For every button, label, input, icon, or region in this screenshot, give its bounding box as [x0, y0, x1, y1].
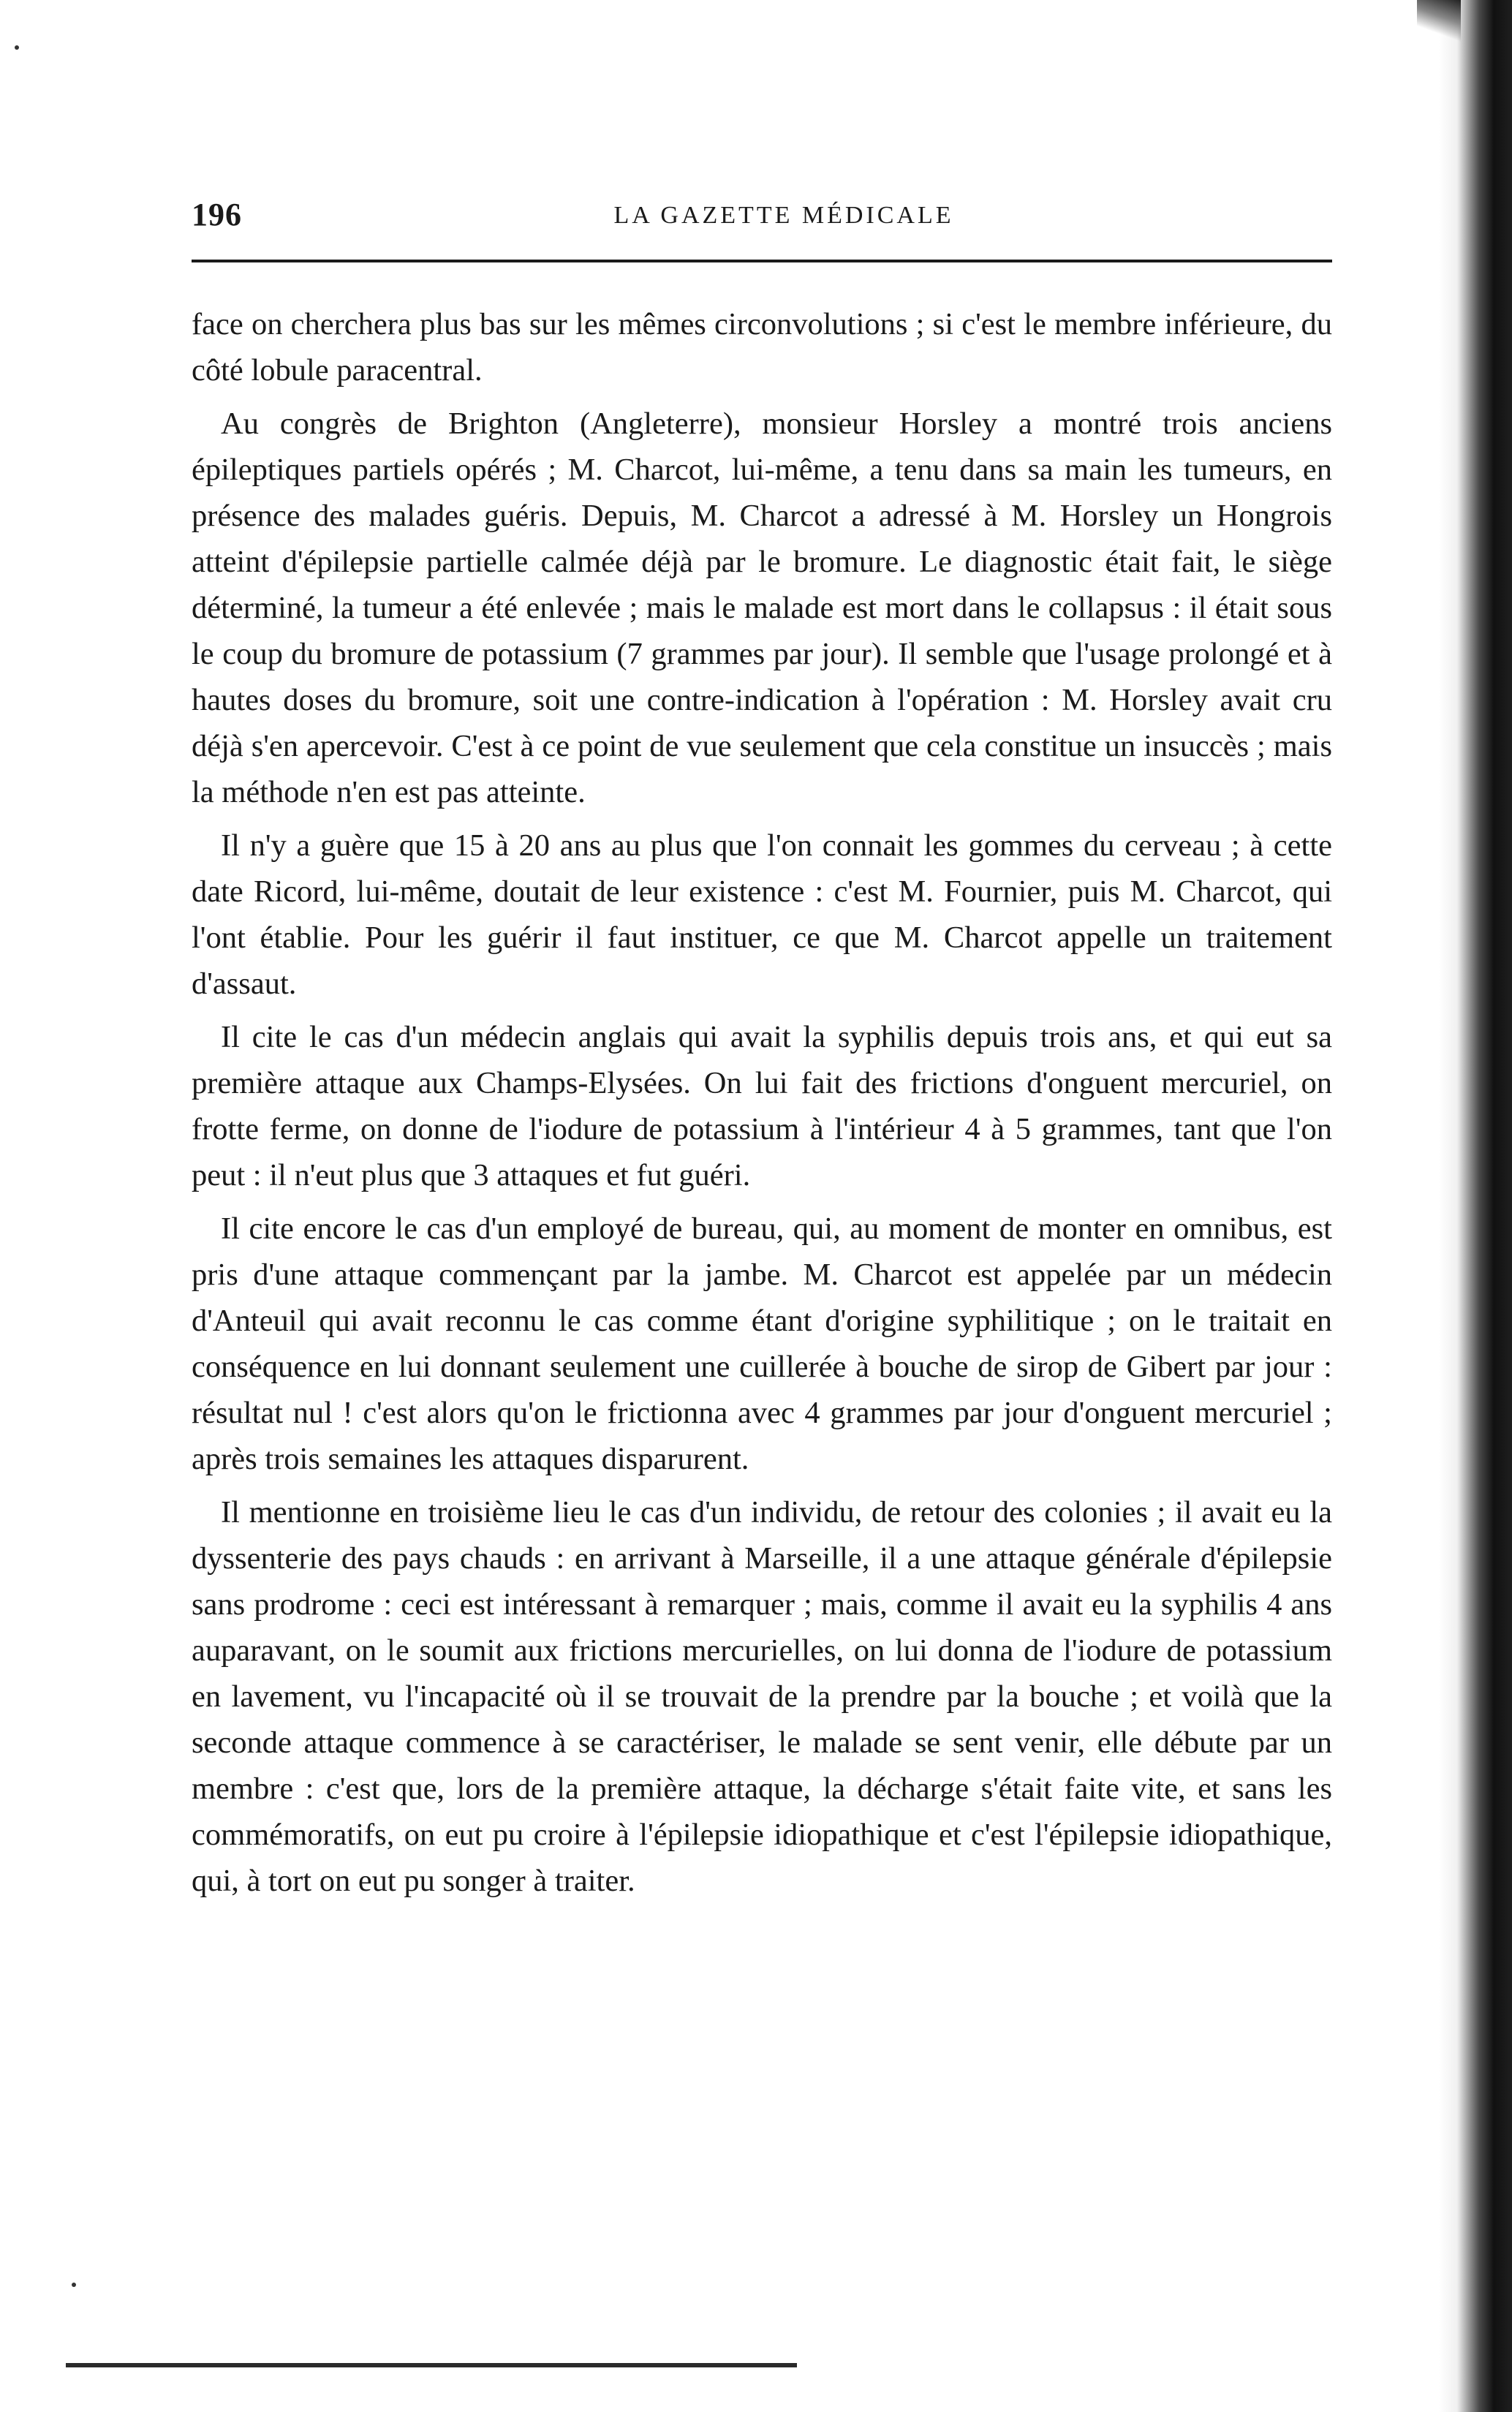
- page-header: [192, 196, 1332, 240]
- paragraph: face on cherchera plus bas sur les mêmes circonvolutions ; si c'est le membre inférieure, du côté lobule paracentral.: [192, 307, 1332, 387]
- paragraph: Au congrès de Brighton (Angleterre), monsieur Horsley a montré trois anciens épileptiques partiels opérés ; M. Charcot, lui-même, a tenu dans sa main les tumeurs, en présence des malades guéris. Depuis, M. Charcot a adressé à M. Horsley un Hongrois atteint d'épilepsie partielle calmée déjà par le bromure. Le diagnostic était fait, le siège déterminé, la tumeur a été enlevée ; mais le malade est mort dans le collapsus : il était sous le coup du bromure de potassium (7 grammes par jour). Il semble que l'usage prolongé et à hautes doses du bromure, soit une contre-indication à l'opération : M. Horsley avait cru déjà s'en apercevoir. C'est à ce point de vue seulement que cela constitue un insuccès ; mais la méthode n'en est pas atteinte.: [192, 407, 1332, 809]
- paragraph: Il n'y a guère que 15 à 20 ans au plus que l'on connait les gommes du cerveau ; à cette date Ricord, lui-même, doutait de leur existence : c'est M. Fournier, puis M. Charcot, qui l'ont établie. Pour les guérir il faut instituer, ce que M. Charcot appelle un traitement d'assaut.: [192, 828, 1332, 1001]
- article-body: [192, 301, 1332, 1911]
- page-edge-shadow: [1439, 0, 1512, 2412]
- page-number: 196: [192, 197, 242, 232]
- scan-speck: [15, 45, 19, 50]
- paragraph: Il mentionne en troisième lieu le cas d'un individu, de retour des colonies ; il avait eu la dyssenterie des pays chauds : en arrivant à Marseille, il a une attaque générale d'épilepsie sans prodrome : ceci est intéressant à remarquer ; mais, comme il avait eu la syphilis 4 ans auparavant, on le soumit aux frictions mercurielles, on lui donna de l'iodure de potassium en lavement, vu l'incapacité où il se trouvait de la prendre par la bouche ; et voilà que la seconde attaque commence à se caractériser, le malade se sent venir, elle débute par un membre : c'est que, lors de la première attaque, la décharge s'était faite vite, et sans les commémoratifs, on eut pu croire à l'épilepsie idiopathique et c'est l'épilepsie idiopathique, qui, à tort on eut pu songer à traiter.: [192, 1495, 1332, 1898]
- paragraph: Il cite encore le cas d'un employé de bureau, qui, au moment de monter en omnibus, est pris d'une attaque commençant par la jambe. M. Charcot est appelée par un médecin d'Anteuil qui avait reconnu le cas comme étant d'origine syphilitique ; on le traitait en conséquence en lui donnant seulement une cuillerée à bouche de sirop de Gibert par jour : résultat nul ! c'est alors qu'on le frictionna avec 4 grammes par jour d'onguent mercuriel ; après trois semaines les attaques disparurent.: [192, 1211, 1332, 1476]
- paragraph: Il cite le cas d'un médecin anglais qui avait la syphilis depuis trois ans, et qui eut sa première attaque aux Champs-Elysées. On lui fait des frictions d'onguent mercuriel, on frotte ferme, on donne de l'iodure de potassium à l'intérieur 4 à 5 grammes, tant que l'on peut : il n'eut plus que 3 attaques et fut guéri.: [192, 1020, 1332, 1192]
- header-rule: [192, 260, 1332, 262]
- running-title: LA GAZETTE MÉDICALE: [613, 202, 954, 229]
- bottom-scan-rule: [66, 2363, 797, 2367]
- scan-speck: [72, 2283, 76, 2287]
